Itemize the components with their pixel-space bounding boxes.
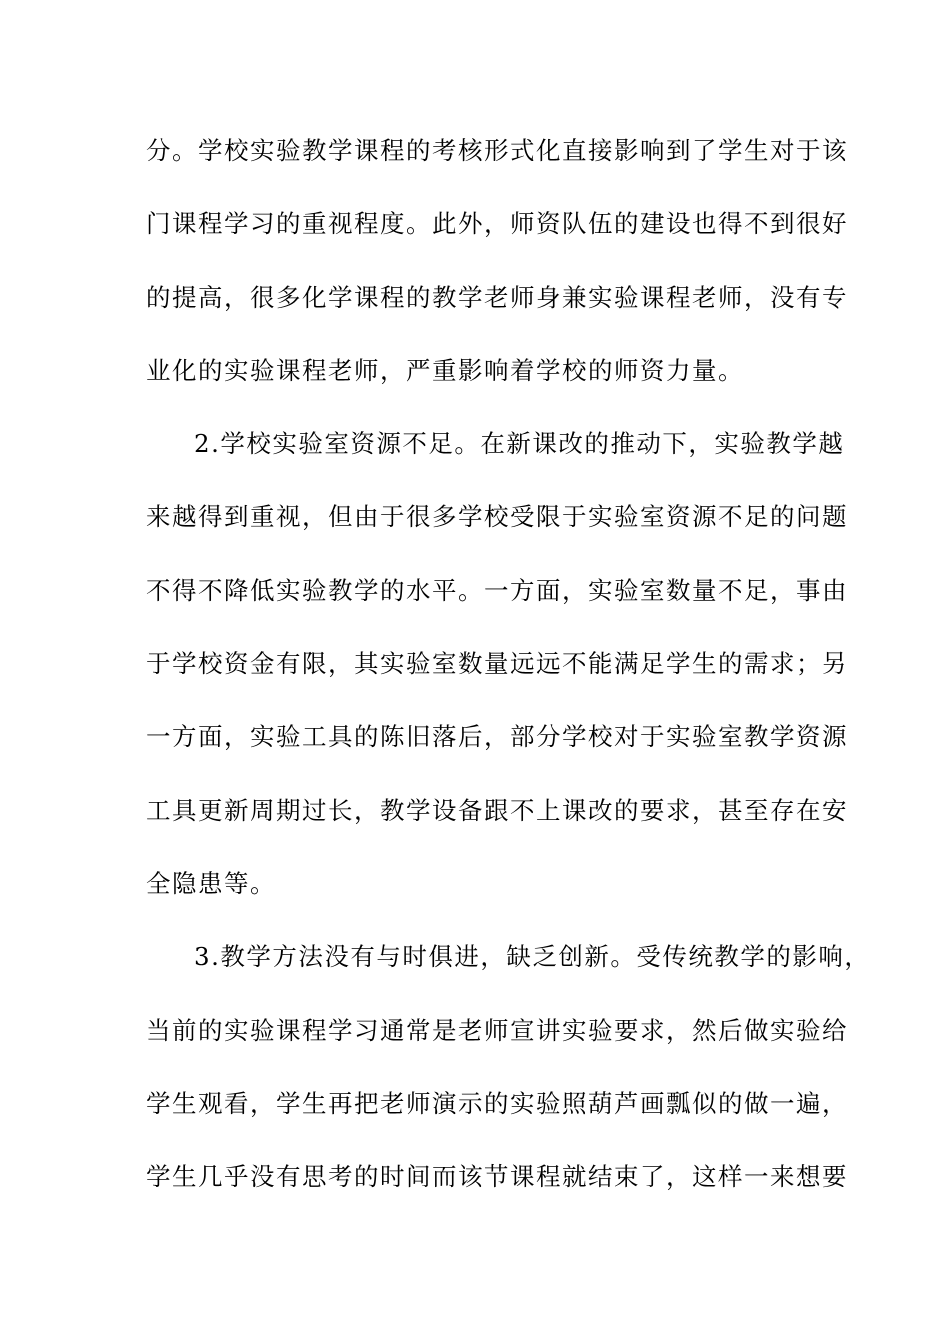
text-line: 于学校资金有限，其实验室数量远远不能满足学生的需求；另 bbox=[146, 649, 848, 679]
text-line: 业化的实验课程老师，严重影响着学校的师资力量。 bbox=[146, 355, 744, 385]
text-line: 不得不降低实验教学的水平。一方面，实验室数量不足，事由 bbox=[146, 575, 848, 605]
text-line: 当前的实验课程学习通常是老师宣讲实验要求，然后做实验给 bbox=[146, 1015, 848, 1045]
text-line: 全隐患等。 bbox=[146, 868, 276, 898]
text-line: 的提高，很多化学课程的教学老师身兼实验课程老师，没有专 bbox=[146, 282, 848, 312]
text-line: 门课程学习的重视程度。此外，师资队伍的建设也得不到很好 bbox=[146, 209, 848, 239]
text-line: 学生观看，学生再把老师演示的实验照葫芦画瓢似的做一遍， bbox=[146, 1088, 848, 1118]
text-line: 来越得到重视，但由于很多学校受限于实验室资源不足的问题 bbox=[146, 502, 848, 532]
text-line: 分。学校实验教学课程的考核形式化直接影响到了学生对于该 bbox=[146, 136, 848, 165]
paragraph-start-line: 2.学校实验室资源不足。在新课改的推动下，实验教学越 bbox=[194, 429, 845, 459]
paragraph-start-line: 3.教学方法没有与时俱进，缺乏创新。受传统教学的影响， bbox=[194, 942, 871, 972]
text-line: 一方面，实验工具的陈旧落后，部分学校对于实验室教学资源 bbox=[146, 722, 848, 752]
text-line: 学生几乎没有思考的时间而该节课程就结束了，这样一来想要 bbox=[146, 1162, 848, 1192]
body-text bbox=[146, 126, 871, 1225]
text-line: 工具更新周期过长，教学设备跟不上课改的要求，甚至存在安 bbox=[146, 795, 848, 825]
